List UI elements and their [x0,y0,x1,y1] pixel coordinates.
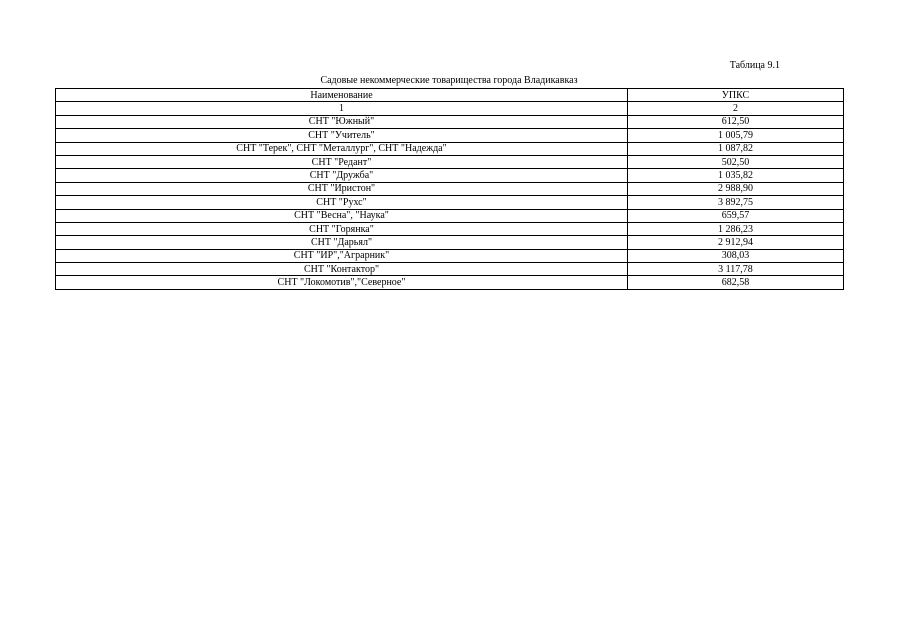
row-name-cell: СНТ "Учитель" [56,129,628,142]
table-row [56,142,844,155]
header-row [56,89,844,102]
column-number-row [56,102,844,115]
table-title: Садовые некоммерческие товарищества города Владикавказ [320,75,578,86]
row-name-cell: СНТ "Весна", "Наука" [56,209,628,222]
table-row [56,182,844,195]
row-value-cell: 1 005,79 [628,129,844,142]
table-row [56,249,844,262]
row-value-cell: 612,50 [628,115,844,128]
row-name-cell: СНТ "Дарьял" [56,236,628,249]
row-name-cell: СНТ "ИР","Аграрник" [56,249,628,262]
row-name-cell: СНТ "Локомотив","Северное" [56,276,628,289]
table-number: Таблица 9.1 [729,60,780,71]
row-value-cell: 1 286,23 [628,222,844,235]
row-name-cell: СНТ "Терек", СНТ "Металлург", СНТ "Надежда" [56,142,628,155]
table-row [56,276,844,289]
row-name-cell: СНТ "Редант" [56,155,628,168]
data-table [55,88,844,290]
row-value-cell: 2 912,94 [628,236,844,249]
row-value-cell: 659,57 [628,209,844,222]
table-row [56,115,844,128]
row-name-cell: СНТ "Южный" [56,115,628,128]
row-value-cell: 308,03 [628,249,844,262]
table-row [56,263,844,276]
table-row [56,196,844,209]
row-value-cell: 3 892,75 [628,196,844,209]
row-name-cell: СНТ "Дружба" [56,169,628,182]
row-value-cell: 2 988,90 [628,182,844,195]
table-row [56,236,844,249]
row-value-cell: 3 117,78 [628,263,844,276]
table-row [56,169,844,182]
column-number-cell: 2 [628,102,844,115]
row-value-cell: 682,58 [628,276,844,289]
row-value-cell: 1 087,82 [628,142,844,155]
table-row [56,222,844,235]
row-name-cell: СНТ "Контактор" [56,263,628,276]
header-cell-name: Наименование [56,89,628,102]
row-value-cell: 1 035,82 [628,169,844,182]
row-name-cell: СНТ "Иристон" [56,182,628,195]
table-row [56,129,844,142]
table-row [56,209,844,222]
row-name-cell: СНТ "Горянка" [56,222,628,235]
table-row [56,155,844,168]
header-cell-upks: УПКС [628,89,844,102]
row-value-cell: 502,50 [628,155,844,168]
row-name-cell: СНТ "Рухс" [56,196,628,209]
column-number-cell: 1 [56,102,628,115]
